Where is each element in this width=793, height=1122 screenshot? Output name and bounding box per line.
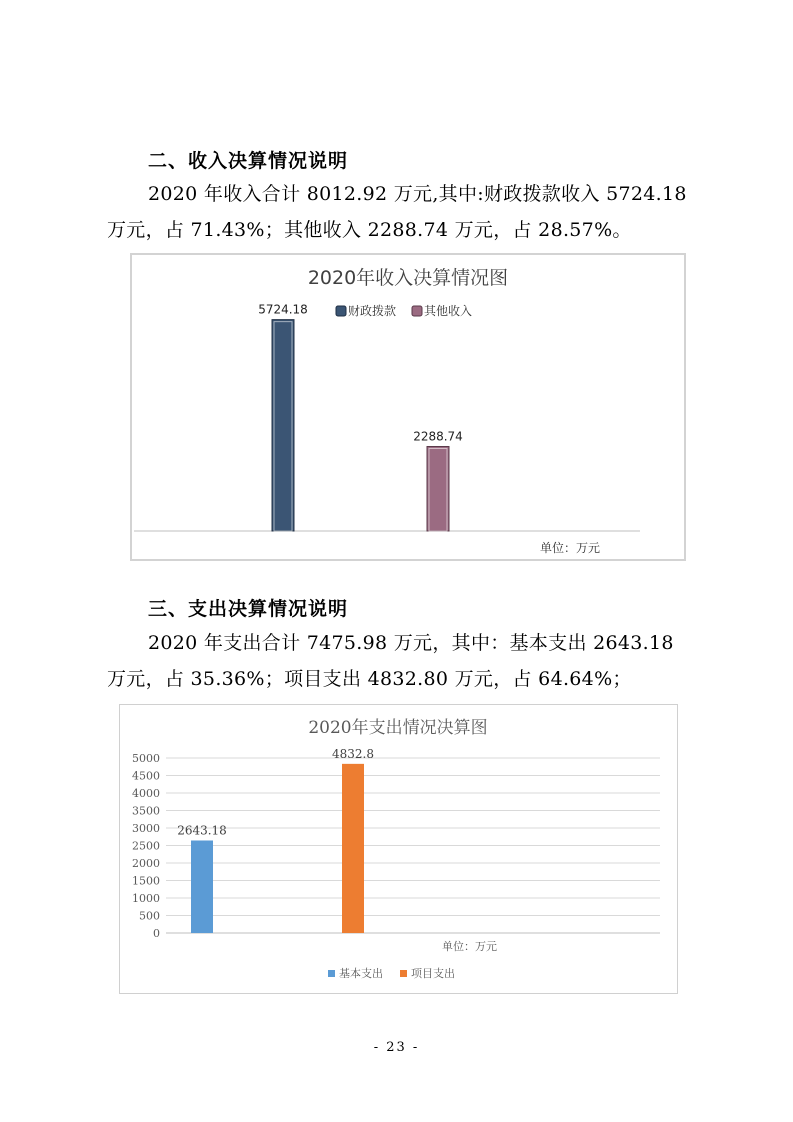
- expenditure-y-tick-label: 1000: [132, 892, 160, 905]
- expenditure-y-tick-label: 0: [153, 927, 160, 940]
- income-chart-title: 2020年收入决算情况图: [307, 267, 509, 289]
- income-bar-2: [427, 446, 449, 531]
- expenditure-chart-legend: [328, 966, 455, 980]
- income-bar-data-label-1: 5724.18: [258, 302, 308, 317]
- legend-label-fiscal: 财政拨款: [348, 304, 397, 318]
- legend-swatch-basic: [328, 970, 335, 977]
- legend-swatch-other: [412, 306, 422, 316]
- income-chart-unit-label: 单位：万元: [540, 541, 601, 555]
- legend-label-project: 项目支出: [411, 967, 455, 980]
- expenditure-chart-svg: [120, 705, 677, 993]
- legend-swatch-fiscal: [336, 306, 346, 316]
- expenditure-bar-data-label-1: 2643.18: [177, 823, 227, 838]
- section3-paragraph-line1: 2020 年支出合计 7475.98 万元，其中：基本支出 2643.18: [148, 632, 674, 654]
- expenditure-y-tick-label: 3500: [132, 804, 160, 818]
- legend-swatch-project: [400, 970, 407, 977]
- income-chart-svg: [132, 255, 684, 559]
- expenditure-chart: [119, 704, 678, 994]
- expenditure-y-tick-label: 5000: [132, 752, 160, 765]
- legend-label-other: 其他收入: [424, 304, 473, 318]
- expenditure-y-tick-label: 3000: [132, 822, 160, 835]
- section3-paragraph-line2: 万元，占 35.36%；项目支出 4832.80 万元，占 64.64%；: [107, 668, 632, 690]
- page-number: - 23 -: [373, 1040, 420, 1055]
- section2-paragraph-line1: 2020 年收入合计 8012.92 万元,其中:财政拨款收入 5724.18: [148, 183, 687, 205]
- income-bar-data-label-2: 2288.74: [413, 429, 463, 444]
- income-bar-1: [272, 320, 294, 531]
- section2-paragraph-line2: 万元，占 71.43%；其他收入 2288.74 万元，占 28.57%。: [107, 219, 632, 241]
- section3-heading: 三、支出决算情况说明: [148, 598, 349, 620]
- expenditure-chart-unit-label: 单位：万元: [442, 940, 497, 953]
- expenditure-y-tick-label: 2000: [132, 857, 160, 870]
- expenditure-bar-1: [191, 840, 213, 933]
- income-chart: [130, 253, 686, 561]
- income-chart-legend: [336, 303, 472, 318]
- expenditure-bar-data-label-2: 4832.8: [332, 746, 374, 761]
- expenditure-y-tick-label: 4000: [132, 787, 160, 800]
- expenditure-chart-title: 2020年支出情况决算图: [308, 718, 488, 738]
- expenditure-bar-2: [342, 764, 364, 933]
- section2-heading: 二、收入决算情况说明: [148, 150, 349, 172]
- expenditure-y-tick-label: 4500: [132, 769, 160, 783]
- legend-label-basic: 基本支出: [339, 967, 383, 980]
- expenditure-y-tick-label: 2500: [132, 839, 160, 853]
- expenditure-y-tick-label: 1500: [132, 874, 160, 888]
- expenditure-y-tick-label: 500: [139, 909, 160, 923]
